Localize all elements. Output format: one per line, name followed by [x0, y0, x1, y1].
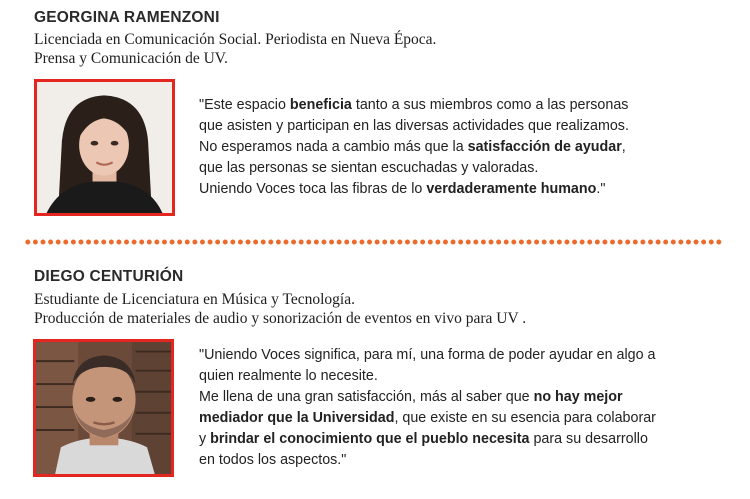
- quote-line: No esperamos nada a cambio más que la satisfacción de ayudar,: [199, 139, 626, 155]
- quote-line: Uniendo Voces toca las fibras de lo verdaderamente humano.": [199, 181, 606, 197]
- quote-line: quien realmente lo necesite.: [199, 368, 378, 384]
- profile-name: DIEGO CENTURIÓN: [34, 268, 184, 285]
- profile-quote: [199, 95, 629, 200]
- profile-photo: [33, 339, 174, 477]
- dotted-divider: [24, 239, 724, 245]
- profile-role: [34, 30, 436, 68]
- quote-line: en todos los aspectos.": [199, 452, 347, 468]
- profile-quote: [199, 345, 656, 471]
- profile-role-line: Estudiante de Licenciatura en Música y Tecnología.: [34, 291, 355, 308]
- profile-name: GEORGINA RAMENZONI: [34, 9, 220, 26]
- quote-line: que las personas se sientan escuchadas y valoradas.: [199, 160, 539, 176]
- quote-line: Me llena de una gran satisfacción, más al saber que no hay mejor: [199, 389, 623, 405]
- profile-role-line: Prensa y Comunicación de UV.: [34, 50, 228, 67]
- portrait-man-image: [36, 342, 171, 474]
- profile-role: [34, 290, 526, 328]
- quote-line: "Uniendo Voces significa, para mí, una forma de poder ayudar en algo a: [199, 347, 656, 363]
- quote-line: mediador que la Universidad, que existe en su esencia para colaborar: [199, 410, 656, 426]
- quote-line: que asisten y participan en las diversas actividades que realizamos.: [199, 118, 629, 134]
- profile-photo: [34, 79, 175, 216]
- profile-role-line: Licenciada en Comunicación Social. Periodista en Nueva Época.: [34, 31, 437, 48]
- quote-line: "Este espacio beneficia tanto a sus miembros como a las personas: [199, 97, 629, 113]
- profile-role-line: Producción de materiales de audio y sonorización de eventos en vivo para UV .: [34, 310, 527, 327]
- portrait-woman-image: [37, 82, 172, 213]
- quote-line: y brindar el conocimiento que el pueblo necesita para su desarrollo: [199, 431, 648, 447]
